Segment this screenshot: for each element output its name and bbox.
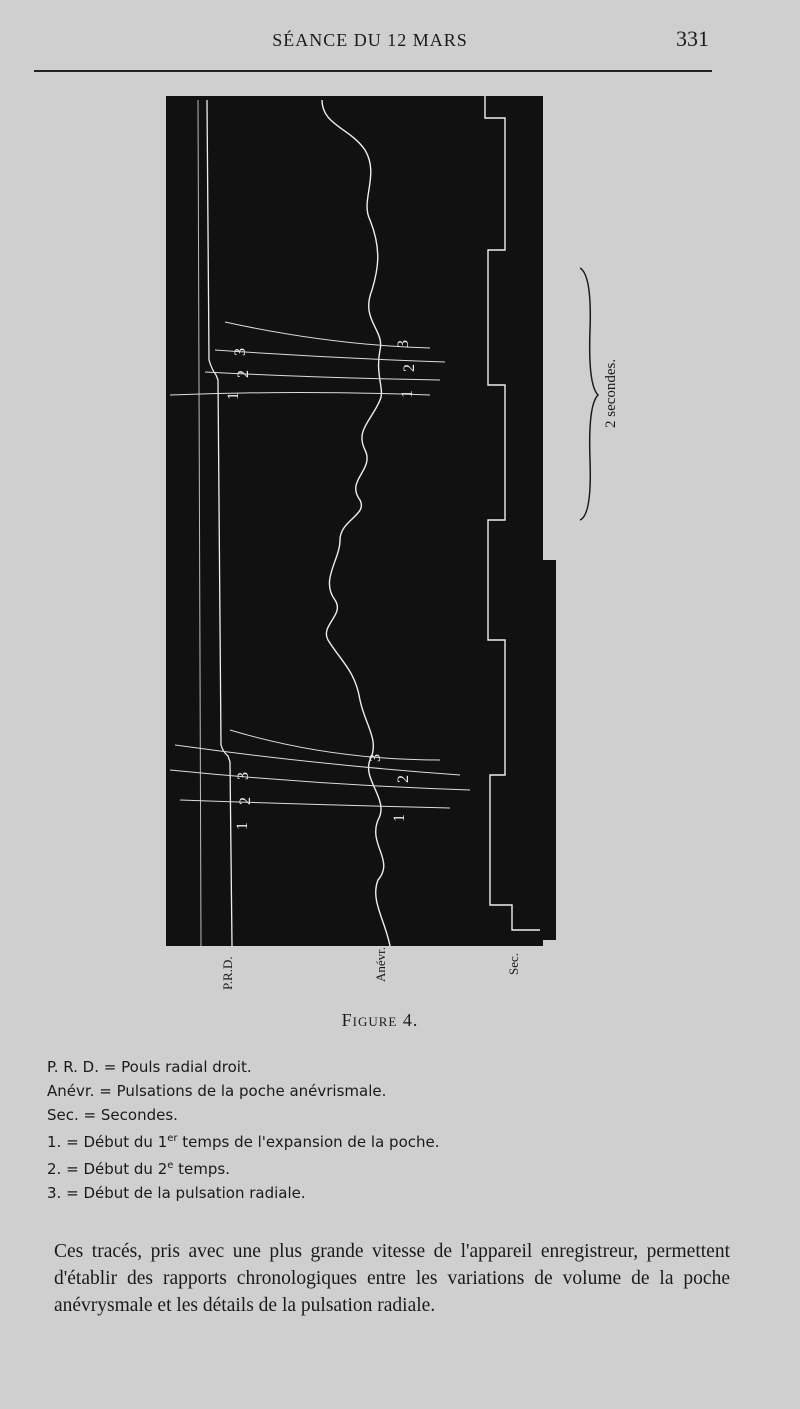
legend-sep: = [99,1082,112,1100]
superscript: er [167,1133,178,1144]
legend-text: Pouls radial droit. [121,1058,252,1076]
legend-row [47,1055,567,1079]
body-paragraph: Ces tracés, pris avec une plus grande vitesse de l'appareil enregistreur, permettent d'établir des rapports chronologiques entre les variations de volume de la poche anévrysmale et les détails de la pulsation radiale. [54,1241,730,1316]
legend-text: Début de la pulsation radiale. [83,1184,306,1202]
marker-number: 1 [391,814,408,822]
legend-text: Secondes. [100,1106,178,1124]
legend-text: Pulsations de la poche anévrismale. [116,1082,387,1100]
legend-key: Anévr. [47,1082,95,1100]
tracing-plate [166,96,543,946]
marker-number: 1 [234,822,251,830]
legend-row [47,1154,567,1181]
tracing-plate-lower [500,560,556,940]
marker-number: 3 [367,754,384,762]
marker-number: 1 [399,390,416,398]
legend-text [83,1160,230,1178]
legend-row [47,1079,567,1103]
legend-row [47,1127,567,1154]
duration-label: 2 secondes. [603,358,619,428]
legend-sep: = [66,1160,79,1178]
marker-number: 2 [401,364,418,372]
marker-number: 1 [225,392,242,400]
figure-legend [47,1055,567,1205]
anevr-label: Anévr. [373,946,388,982]
legend-text [83,1133,439,1151]
marker-number: 2 [235,370,252,378]
marker-number: 3 [395,340,412,348]
legend-text-part: Début du 1 [83,1133,168,1151]
legend-key: 2. [47,1160,62,1178]
legend-key: 3. [47,1184,62,1202]
legend-sep: = [66,1133,79,1151]
prd-label: P.R.D. [220,956,235,990]
marker-number: 3 [232,348,249,356]
legend-row [47,1181,567,1205]
legend-sep: = [83,1106,97,1124]
legend-key: P. R. D. [47,1058,99,1076]
legend-text-part: Début du 2 [83,1160,168,1178]
legend-text-part: temps de l'expansion de la poche. [177,1133,440,1151]
duration-brace [580,268,598,520]
marker-number: 2 [395,775,412,783]
legend-sep: = [103,1058,117,1076]
marker-number: 2 [237,797,254,805]
legend-key: 1. [47,1133,62,1151]
running-header: SÉANCE DU 12 MARS [272,30,468,50]
marker-number: 3 [235,772,252,780]
legend-sep: = [66,1184,79,1202]
legend-row [47,1103,567,1127]
legend-text-part: temps. [173,1160,231,1178]
superscript: e [167,1160,174,1171]
figure-caption: Figure 4. [341,1010,419,1030]
sec-label: Sec. [506,952,521,975]
legend-key: Sec. [47,1106,79,1124]
page-number: 331 [676,26,709,51]
